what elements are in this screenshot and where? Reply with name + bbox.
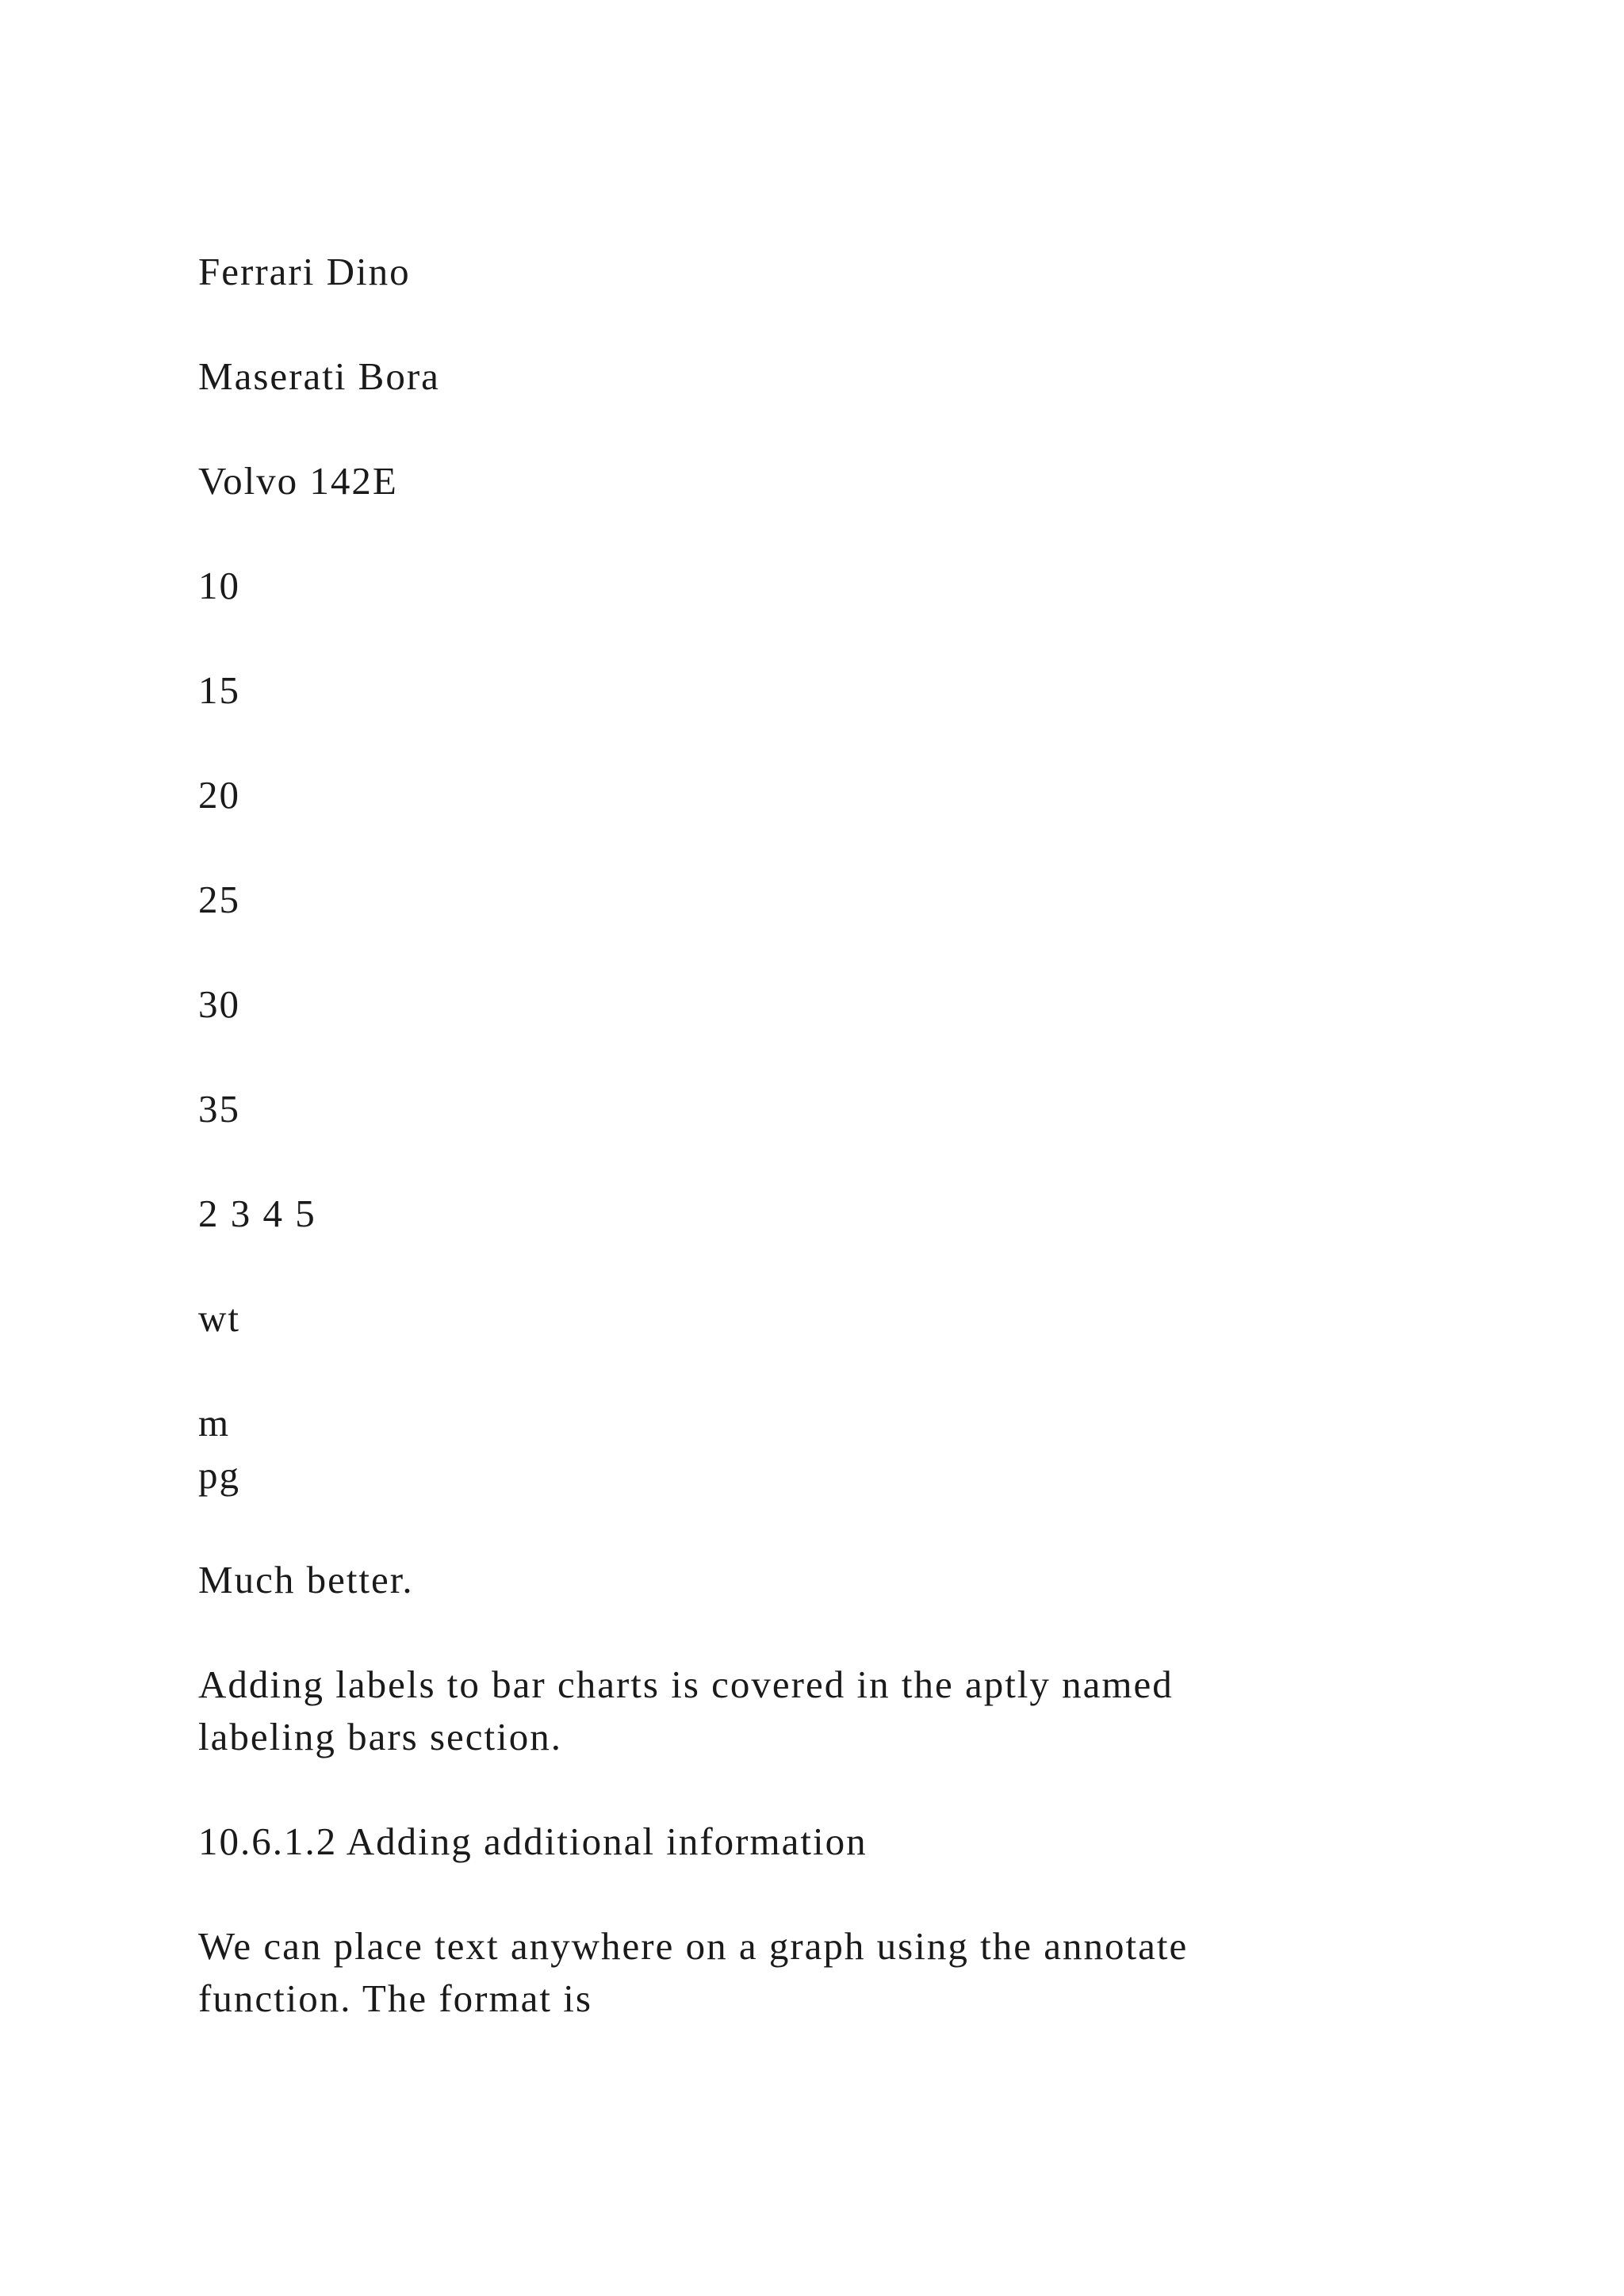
- tick-label-20: 20: [198, 773, 240, 817]
- section-heading: 10.6.1.2 Adding additional information: [198, 1820, 868, 1863]
- paragraph-much-better: Much better.: [198, 1558, 414, 1601]
- label-ferrari-dino: Ferrari Dino: [198, 250, 411, 293]
- label-volvo-142e: Volvo 142E: [198, 459, 398, 503]
- axis-label-mpg: m pg: [198, 1401, 240, 1497]
- tick-label-30: 30: [198, 982, 240, 1026]
- x-tick-labels: 2 3 4 5: [198, 1192, 316, 1235]
- paragraph-annotate: We can place text anywhere on a graph using the annotate function. The format is: [198, 1924, 1189, 2020]
- axis-label-wt: wt: [198, 1296, 240, 1340]
- label-maserati-bora: Maserati Bora: [198, 354, 440, 398]
- tick-label-10: 10: [198, 564, 240, 607]
- paragraph-labels-note: Adding labels to bar charts is covered in the aptly named labeling bars section.: [198, 1663, 1174, 1758]
- tick-label-25: 25: [198, 878, 240, 921]
- tick-label-15: 15: [198, 668, 240, 712]
- tick-label-35: 35: [198, 1087, 240, 1131]
